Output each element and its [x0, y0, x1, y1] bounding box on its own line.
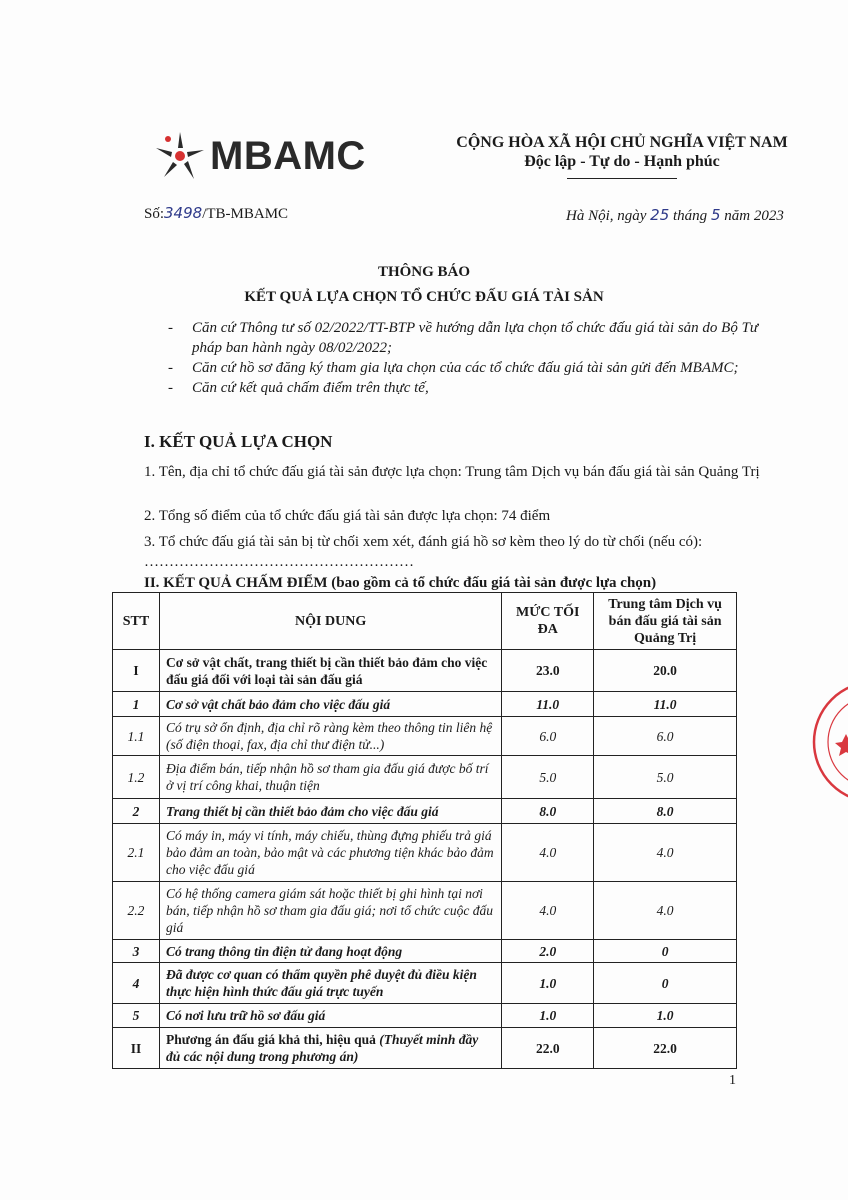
table-row [113, 963, 737, 1004]
page-number: 1 [729, 1073, 736, 1088]
table-row [113, 756, 737, 799]
section1-item: 3. Tổ chức đấu giá tài sản bị từ chối xem xét, đánh giá hồ sơ kèm theo lý do từ chối (nếu có): ……………………………………………… [144, 534, 703, 570]
header-content: NỘI DUNG [159, 593, 501, 650]
mbamc-star-icon [154, 130, 206, 182]
row-score: 0 [594, 940, 737, 963]
motto-underline [567, 178, 677, 179]
row-content: Cơ sở vật chất bảo đảm cho việc đấu giá [159, 692, 501, 717]
table-row [113, 882, 737, 940]
row-content [159, 1028, 501, 1069]
section1-heading: I. KẾT QUẢ LỰA CHỌN [144, 432, 333, 451]
date-prefix: Hà Nội, ngày [566, 208, 647, 224]
row-score: 5.0 [594, 756, 737, 799]
row-content: Có hệ thống camera giám sát hoặc thiết bị ghi hình tại nơi bán, tiếp nhận hồ sơ tham gia đấu giá; nơi tổ chức cuộc đấu giá [159, 882, 501, 940]
document-title: THÔNG BÁO [377, 264, 471, 280]
date-day: 25 [650, 206, 670, 224]
row-max: 11.0 [502, 692, 594, 717]
country-name: CỘNG HÒA XÃ HỘI CHỦ NGHĨA VIỆT NAM [456, 134, 788, 151]
legal-basis-item: - Căn cứ hồ sơ đăng ký tham gia lựa chọn của các tổ chức đấu giá tài sản gửi đến MBAMC; [168, 358, 768, 378]
legal-basis-list [168, 318, 768, 398]
row-stt: 1.1 [113, 717, 160, 756]
row-max: 1.0 [502, 1004, 594, 1028]
document-date [566, 206, 784, 225]
number-prefix: Số: [144, 206, 165, 222]
table-header-row [113, 593, 737, 650]
row-stt: 5 [113, 1004, 160, 1028]
national-header [452, 134, 792, 179]
table-row [113, 940, 737, 963]
date-month-prefix: tháng [673, 208, 708, 224]
row-score: 8.0 [594, 799, 737, 824]
row-stt: I [113, 650, 160, 692]
table-row [113, 824, 737, 882]
section2-heading: II. KẾT QUẢ CHẤM ĐIỂM (bao gồm cả tổ chức đấu giá tài sản được lựa chọn) [144, 575, 657, 591]
row-max: 1.0 [502, 963, 594, 1004]
legal-basis-item: - Căn cứ Thông tư số 02/2022/TT-BTP về hướng dẫn lựa chọn tổ chức đấu giá tài sản do Bộ Tư pháp ban hành ngày 08/02/2022; [168, 318, 768, 358]
row-content: Địa điểm bán, tiếp nhận hồ sơ tham gia đấu giá được bố trí ở vị trí công khai, thuận tiện [159, 756, 501, 799]
row-score: 6.0 [594, 717, 737, 756]
document-subtitle: KẾT QUẢ LỰA CHỌN TỔ CHỨC ĐẤU GIÁ TÀI SẢN [244, 289, 604, 305]
table-row [113, 692, 737, 717]
row-stt: 1 [113, 692, 160, 717]
row-max: 4.0 [502, 882, 594, 940]
row-content: Có máy in, máy vi tính, máy chiếu, thùng đựng phiếu trả giá bảo đảm an toàn, bảo mật và các phương tiện khác bảo đảm cho việc đấu giá [159, 824, 501, 882]
document-number [144, 204, 288, 223]
row-max: 4.0 [502, 824, 594, 882]
date-month: 5 [710, 206, 721, 224]
row-stt: 2.2 [113, 882, 160, 940]
row-stt: 2 [113, 799, 160, 824]
table-row [113, 1028, 737, 1069]
row-max: 22.0 [502, 1028, 594, 1069]
row-max: 5.0 [502, 756, 594, 799]
row-content-note: (Thuyết minh đầy đủ các nội dung trong phương án) [165, 1032, 479, 1064]
row-content: Cơ sở vật chất, trang thiết bị cần thiết bảo đảm cho việc đấu giá đối với loại tài sản đấu giá [159, 650, 501, 692]
row-stt: 4 [113, 963, 160, 1004]
row-content: Có trụ sở ổn định, địa chỉ rõ ràng kèm theo thông tin liên hệ (số điện thoại, fax, địa chỉ thư điện tử...) [159, 717, 501, 756]
row-stt: 1.2 [113, 756, 160, 799]
row-content: Trang thiết bị cần thiết bảo đảm cho việc đấu giá [159, 799, 501, 824]
row-max: 8.0 [502, 799, 594, 824]
row-max: 2.0 [502, 940, 594, 963]
legal-basis-item: - Căn cứ kết quả chấm điểm trên thực tế, [168, 378, 768, 398]
number-suffix: /TB-MBAMC [202, 206, 289, 222]
row-score: 11.0 [594, 692, 737, 717]
header-org: Trung tâm Dịch vụ bán đấu giá tài sản Quảng Trị [594, 593, 737, 650]
table-row [113, 799, 737, 824]
row-score: 22.0 [594, 1028, 737, 1069]
date-year: năm 2023 [724, 208, 784, 224]
number-handwritten: 3498 [164, 204, 203, 222]
table-row [113, 650, 737, 692]
row-content: Có trang thông tin điện tử đang hoạt động [159, 940, 501, 963]
table-row [113, 1004, 737, 1028]
header-max: MỨC TỐI ĐA [502, 593, 594, 650]
row-score: 4.0 [594, 882, 737, 940]
red-seal-stamp [808, 672, 848, 812]
score-table [112, 592, 737, 1069]
row-stt: 2.1 [113, 824, 160, 882]
section1-item: 2. Tổng số điểm của tổ chức đấu giá tài sản được lựa chọn: 74 điểm [144, 508, 551, 524]
row-content-main: Phương án đấu giá khả thi, hiệu quả [165, 1032, 376, 1047]
company-logo [154, 128, 374, 184]
row-score: 0 [594, 963, 737, 1004]
logo-text: MBAMC [210, 133, 366, 178]
row-score: 20.0 [594, 650, 737, 692]
motto: Độc lập - Tự do - Hạnh phúc [524, 153, 720, 170]
row-content: Đã được cơ quan có thẩm quyền phê duyệt đủ điều kiện thực hiện hình thức đấu giá trực tuyến [159, 963, 501, 1004]
row-score: 1.0 [594, 1004, 737, 1028]
section1-item: 1. Tên, địa chỉ tổ chức đấu giá tài sản được lựa chọn: Trung tâm Dịch vụ bán đấu giá tài sản Quảng Trị [144, 464, 760, 480]
row-stt: 3 [113, 940, 160, 963]
row-content: Có nơi lưu trữ hồ sơ đấu giá [159, 1004, 501, 1028]
row-stt: II [113, 1028, 160, 1069]
row-max: 23.0 [502, 650, 594, 692]
table-row [113, 717, 737, 756]
header-stt: STT [113, 593, 160, 650]
row-max: 6.0 [502, 717, 594, 756]
row-score: 4.0 [594, 824, 737, 882]
